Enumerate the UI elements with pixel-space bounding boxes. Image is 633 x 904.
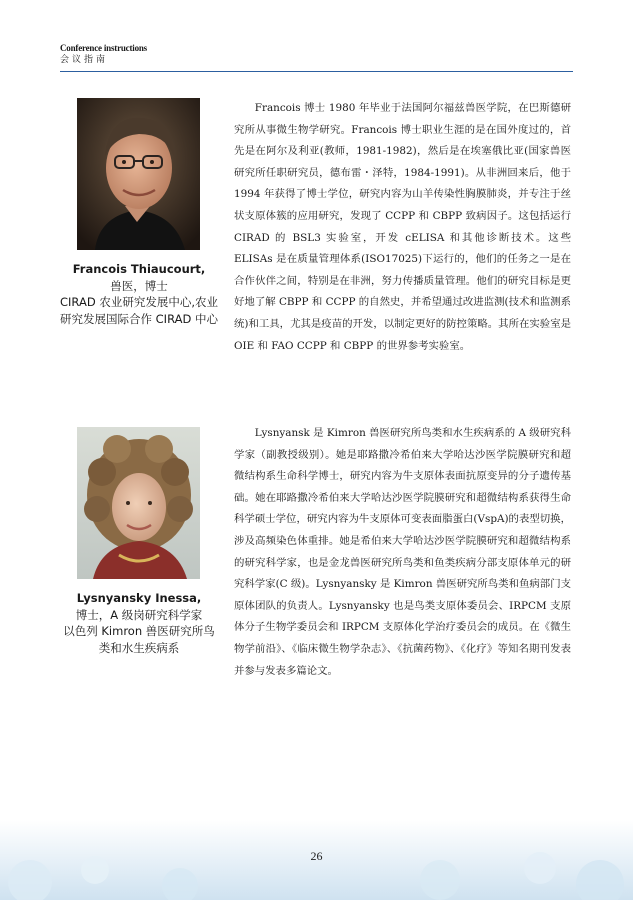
speaker-bio-thiaucourt: Francois 博士 1980 年毕业于法国阿尔福兹兽医学院，在巴斯德研究所从事微生物学研究。Francois 博士职业生涯的是在国外度过的，首先是在阿尔及利亚(教师，1981-1982)，然后是在埃塞俄比亚(国家兽医研究所任职研究员，德布雷・泽特，1984-1991)。从非洲回来后，他于 1994 年获得了博士学位，研究内容为山羊传染性胸膜肺炎，并专注于丝状支原体簇的应用研究，发现了 CCPP 和 CBPP 致病因子。这包括运行 CIRAD 的 BSL3 实验室，开发 cELISA 和其他诊断技术。这些 ELISAs 是在质量管理体系(ISO17025)下运行的，他们的任务之一是在合作伙伴之间，特别是在非洲，努力传播质量管理。他们的研究目标是更好地了解 CBPP 和 CCPP 的自然史，并希望通过改进监测(技术和监测系统)和工具，尤其是疫苗的开发，以制定更好的防控策略。其所在实验室是 OIE 和 FAO CCPP 和 CBPP 的世界参考实验室。 [234, 102, 571, 352]
speaker-caption-thiaucourt [60, 261, 218, 327]
header-title-en: Conference instructions [60, 43, 147, 53]
speaker-caption-lysnyansky [60, 590, 218, 656]
speaker-affiliation: 以色列 Kimron 兽医研究所鸟类和水生疾病系 [63, 624, 215, 655]
speaker-bio-lysnyansky: Lysnyansk 是 Kimron 兽医研究所鸟类和水生疾病系的 A 级研究科学家（副教授级别）。她是耶路撒冷希伯来大学哈达沙医学院膜研究和超微结构系生命科学博士，研究内容为牛支原体表面抗原变异的分子遗传基础。她在耶路撒冷希伯来大学哈达沙医学院膜研究和超微结构系获得生命科学硕士学位，研究内容为牛支原体可变表面脂蛋白(VspA)的表型切换，涉及高频染色体重排。她是希伯来大学哈达沙医学院膜研究和超微结构系的研究科学家，也是金龙兽医研究所鸟类和鱼类疾病分部支原体单元的研究科学家(C 级)。Lysnyansky 是 Kimron 兽医研究所鸟类和鱼病部门支原体团队的负责人。Lysnyansky 也是鸟类支原体委员会、IRPCM 支原体分子生物学委员会和 IRPCM 支原体化学治疗委员会的成员。在《微生物学前沿》、《临床微生物学杂志》、《抗菌药物》、《化疗》等知名期刊发表并参与发表多篇论文。 [234, 427, 571, 677]
speaker-photo-thiaucourt [77, 98, 200, 250]
speaker-photo-lysnyansky [77, 427, 200, 579]
speaker-affiliation: CIRAD 农业研究发展中心,农业研究发展国际合作 CIRAD 中心 [60, 295, 218, 326]
header-title-zh: 会议指南 [60, 55, 109, 65]
speaker-title: 博士，A 级岗研究科学家 [75, 607, 203, 622]
header-divider [60, 71, 573, 72]
page-header [60, 43, 573, 66]
speaker-name: Francois Thiaucourt, [72, 262, 206, 276]
speaker-title: 兽医，博士 [110, 278, 168, 293]
speaker-name: Lysnyansky Inessa, [76, 591, 202, 605]
page-number: 26 [310, 849, 323, 863]
